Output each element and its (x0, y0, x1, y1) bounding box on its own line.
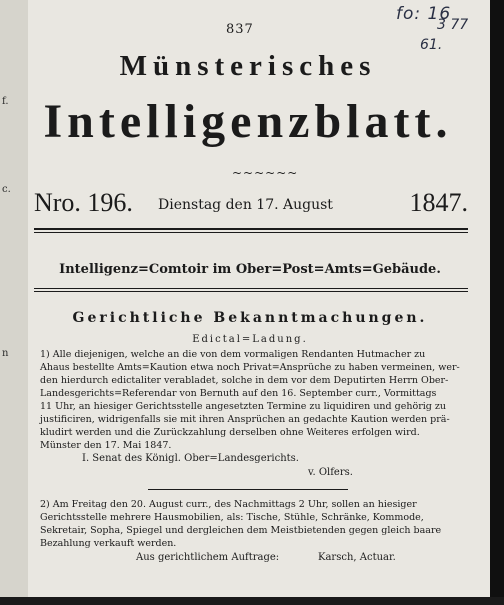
handwritten-note: fo: 16 (396, 4, 452, 24)
text-line: 1) Alle diejenigen, welche an die von dem vormaligen Rendanten Hutmacher zu (40, 349, 426, 360)
text-line: kludirt werden und die Zurückzahlung derselben ohne Weiteres erfolgen wird. (40, 427, 420, 438)
rule-thin (34, 232, 468, 233)
text-line: Ahaus bestellte Amts=Kaution etwa noch Privat=Ansprüche zu haben vermeinen, wer- (40, 362, 460, 373)
ornament-divider: ~~~~~~ (232, 166, 299, 180)
court-name: I. Senat des Königl. Ober=Landesgerichts. (82, 453, 299, 464)
issue-year: 1847. (409, 188, 468, 217)
text-line: Sekretair, Sopha, Spiegel und dergleichen dem Meistbietenden gegen gleich baare (40, 525, 442, 536)
facing-page-margin (0, 0, 28, 605)
masthead-line-2: Intelligenzblatt. (43, 95, 453, 148)
section-title: Gerichtliche Bekanntmachungen. (72, 310, 428, 326)
text-line: Bezahlung verkauft werden. (40, 538, 177, 549)
text-line: Gerichtsstelle mehrere Hausmobilien, als: Tische, Stühle, Schränke, Kommode, (40, 512, 424, 523)
notice-heading: Edictal=Ladung. (192, 334, 308, 345)
margin-mark: n (2, 348, 9, 359)
signature: v. Olfers. (308, 467, 353, 478)
text-line: justificiren, widrigenfalls sie mit ihren Ansprüchen an gedachte Kaution werden prä- (40, 414, 450, 425)
office-line: Intelligenz=Comtoir im Ober=Post=Amts=Gebäude. (59, 262, 441, 277)
page-number: 837 (226, 22, 254, 37)
scan-edge (490, 0, 504, 605)
text-line: Münster den 17. Mai 1847. (40, 440, 172, 451)
margin-mark: f. (2, 96, 9, 107)
issue-date: Dienstag den 17. August (158, 197, 333, 213)
masthead-line-1: Münsterisches (119, 50, 377, 82)
authority-line: Aus gerichtlichem Auftrage: (136, 552, 280, 563)
rule-thick (34, 228, 468, 230)
scan-edge (0, 597, 504, 605)
separator (148, 489, 348, 490)
handwritten-note: 61. (420, 37, 443, 53)
margin-mark: c. (2, 184, 11, 195)
issue-number: Nro. 196. (34, 188, 133, 217)
text-line: den hierdurch edictaliter verabladet, solche in dem vor dem Deputirten Herrn Ober- (40, 375, 449, 386)
text-line: Landesgerichts=Referendar von Bernuth auf den 16. September curr., Vormittags (40, 388, 437, 399)
issue-line (34, 188, 468, 224)
text-line: 2) Am Freitag den 20. August curr., des Nachmittags 2 Uhr, sollen an hiesiger (40, 499, 417, 510)
text-line: 11 Uhr, an hiesiger Gerichtsstelle angesetzten Termine zu liquidiren und gehörig zu (40, 401, 446, 412)
signature: Karsch, Actuar. (318, 552, 396, 563)
rule-thin (34, 291, 468, 292)
handwritten-note: 3 77 (437, 17, 469, 33)
rule-thin (34, 288, 468, 289)
